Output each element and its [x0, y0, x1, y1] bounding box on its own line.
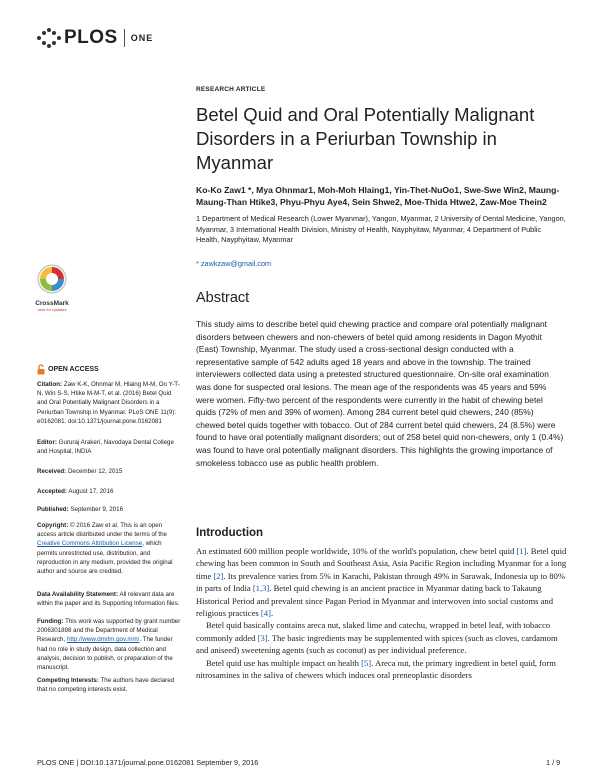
funding-text-end: . The funder had no role in study design, data collection and analysis, decision to publish, or preparation of the manuscript. — [37, 636, 173, 672]
received-label: Received: — [37, 468, 67, 475]
citation-ref[interactable]: [5] — [361, 657, 372, 668]
editor-block — [37, 438, 182, 456]
crossmark-icon — [37, 264, 67, 294]
open-lock-icon — [37, 364, 45, 375]
citation-ref[interactable]: [3] — [257, 632, 268, 643]
crossmark-sub: click for updates — [37, 307, 67, 312]
introduction-heading: Introduction — [196, 527, 264, 539]
introduction-body — [196, 545, 568, 681]
funding-link[interactable]: http://www.dmrlm.gov.mm/ — [66, 636, 140, 644]
copyright-block — [37, 521, 182, 576]
crossmark-label: CrossMark — [35, 300, 69, 307]
copyright-text: © 2016 Zaw et al. This is an open access article distributed under the terms of the — [37, 522, 168, 539]
open-access-badge — [37, 364, 99, 375]
author-list: Ko-Ko Zaw1 *, Mya Ohnmar1, Moh-Moh Hlaing1, Yin-Thet-NuOo1, Swe-Swe Win2, Maung-Maung-Than Htike3, Phyu-Phyu Aye4, Sein Shwe2, Moe-Thida Htwe2, Zaw-Moe Thein2 — [196, 185, 560, 207]
received-date: December 12, 2015 — [67, 468, 123, 475]
data-availability-block — [37, 590, 182, 608]
funding-label: Funding: — [37, 618, 64, 625]
published-label: Published: — [37, 506, 69, 513]
intro-paragraph: Betel quid basically contains areca nut, slaked lime and catechu, wrapped in betel leaf, with tobacco commonly added [3]. The basic ingredients may be supplemented with spices (such as cloves, cardamom and aniseed) sweetening agents (such as coconut) as per individual preference. — [196, 620, 558, 656]
competing-text: The authors have declared that no competing interests exist. — [37, 677, 175, 694]
crossmark-badge[interactable] — [32, 264, 72, 312]
accepted-date: August 17, 2016 — [68, 488, 114, 495]
published-block — [37, 505, 182, 514]
received-block — [37, 467, 182, 476]
footer-citation: PLOS ONE | DOI:10.1371/journal.pone.0162081 September 9, 2016 — [37, 758, 259, 767]
copyright-text-end: , which permits unrestricted use, distribution, and reproduction in any medium, provided the original author and source are credited. — [37, 540, 173, 576]
plos-dots-icon — [37, 28, 61, 48]
published-date: September 9, 2016 — [70, 506, 124, 513]
accepted-label: Accepted: — [37, 488, 67, 495]
abstract-text: This study aims to describe betel quid chewing practice and compare oral potentially malignant disorders between chewers and non-chewers of betel quid among residents in Dagon Myothit (East) Township, Myanmar. The study used a cross-sectional design conducted with a representative sample of 542 adults aged 18 years and above in the township. The trained interviewers collected data using a pretested structured questionnaire. On-site oral examination was done for suspected oral lesions. The mean age of the respondents was 45 years and 59% were women. Fifty-two percent of the respondents were currently in the habit of chewing betel quids (72% of men and 39% of women). Among 284 current betel quid chewers, 240 (85%) chewed betel quids together with tobacco. Out of 284 current betel quid chewers, 24 (8.5%) were found to have oral potentially malignant disorders; out of 258 betel quid non-chewers, only 1 (0.4%) was found to have oral potentially malignant disorders. This highlights the growing importance of smokeless tobacco use as public health problem. — [196, 319, 564, 468]
abstract-heading: Abstract — [196, 290, 250, 306]
intro-paragraph: An estimated 600 million people worldwide, 10% of the world's population, chew betel quid [1]. Betel quid chewing has been common in South and Southeast Asia, Asia Pacific Region including Myanmar for a long time [2]. Its prevalence varies from 5% in Karachi, Pakistan through 49% in Sarawak, Indonesia up to 80% in parts of India [1,3]. Betel quid chewing is an ancient practice in Myanmar dating back to Takaung Historical Period and prevalent since Pagan Period in Myanmar and interwoven into social customs and religious practices [4]. — [196, 546, 567, 619]
article-title: Betel Quid and Oral Potentially Malignant Disorders in a Periurban Township in Myanmar — [196, 104, 535, 173]
intro-paragraph: Betel quid use has multiple impact on health [5]. Areca nut, the primary ingredient in betel quid, form nitrosamines in the saliva of chewers which induces oral preneoplastic disorders — [196, 657, 556, 681]
affiliations: 1 Department of Medical Research (Lower Myanmar), Yangon, Myanmar, 2 University of Dental Medicine, Yangon, Myanmar, 3 International Health Division, Ministry of Health, Nayphyitaw, Myanmar, 4 Department of Public Health, Nayphyitaw, Myanmar — [196, 214, 566, 244]
data-availability-label: Data Availability Statement: — [37, 591, 119, 598]
competing-label: Competing Interests: — [37, 677, 99, 684]
article-type: RESEARCH ARTICLE — [196, 86, 266, 93]
funding-block — [37, 617, 182, 672]
funding-text: This work was supported by grant number 2006301898 and the Department of Medical Research, — [37, 618, 181, 644]
corresponding-email[interactable]: * zawkzaw@gmail.com — [196, 259, 272, 268]
logo-divider — [124, 29, 125, 47]
citation-block — [37, 380, 182, 426]
citation-ref[interactable]: [1,3] — [252, 583, 270, 594]
editor-text: Gururaj Arakeri, Navodaya Dental College and Hospital, INDIA — [37, 439, 174, 456]
copyright-label: Copyright: — [37, 522, 69, 529]
page-number: 1 / 9 — [546, 758, 561, 767]
editor-label: Editor: — [37, 439, 57, 446]
open-access-label: OPEN ACCESS — [48, 366, 99, 373]
citation-ref[interactable]: [2] — [213, 570, 224, 581]
competing-interests-block — [37, 676, 182, 694]
citation-ref[interactable]: [4] — [260, 608, 271, 619]
plos-brand: PLOS — [64, 27, 118, 48]
citation-text: Zaw K-K, Ohnmar M, Hlaing M-M, Oo Y-T-N, Win S-S, Htike M-M-T, et al. (2016) Betel Quid and Oral Potentially Malignant Disorders in a Periurban Township in Myanmar. PLoS ONE 11(9): e0162081. doi:10.1371/journal.pone.0162081 — [37, 381, 180, 425]
license-link[interactable]: Creative Commons Attribution License — [37, 540, 143, 548]
accepted-block — [37, 487, 182, 496]
data-availability-text: All relevant data are within the paper and its Supporting Information files. — [37, 591, 180, 608]
plos-one-logo[interactable] — [37, 27, 153, 49]
citation-label: Citation: — [37, 381, 63, 388]
citation-ref[interactable]: [1] — [516, 546, 527, 556]
journal-name: ONE — [130, 33, 154, 43]
